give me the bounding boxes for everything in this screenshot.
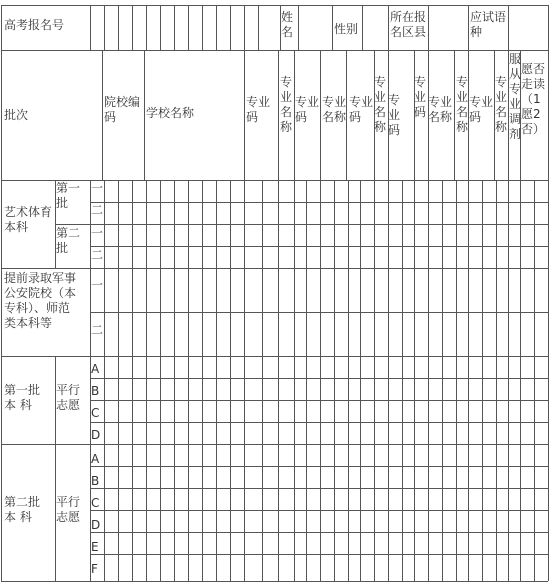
grid-line xyxy=(230,180,231,581)
batch-one-label: 第一批 本 科 xyxy=(4,383,41,412)
grid-line xyxy=(346,50,347,180)
grid-line xyxy=(90,554,548,555)
grid-line xyxy=(160,180,161,581)
parallel-choice-label: 平行 志愿 xyxy=(56,383,81,412)
major-name-header: 专 业 名 称 xyxy=(456,75,469,134)
major-name-header: 专 业 名 称 xyxy=(495,75,508,134)
grid-line xyxy=(146,180,147,581)
grid-line xyxy=(1,5,2,581)
grid-line xyxy=(230,5,231,50)
grid-line xyxy=(244,5,245,50)
grid-line xyxy=(118,5,119,50)
major-code-header: 专业 码 xyxy=(469,95,494,124)
grid-line xyxy=(144,50,145,180)
choice-letter: D xyxy=(91,518,101,532)
grid-line xyxy=(160,5,161,50)
accept-adjustment-header: 服 从 专 业 调 剂 xyxy=(509,52,522,141)
grid-line xyxy=(90,466,548,467)
choice-letter: A xyxy=(91,452,100,466)
grid-line xyxy=(104,5,105,50)
grid-line xyxy=(146,5,147,50)
grid-line xyxy=(132,5,133,50)
choice-letter: F xyxy=(91,562,98,576)
art-batch-one-label: 第一 批 xyxy=(56,181,81,210)
major-code-header: 专 业 码 xyxy=(414,75,427,119)
major-code-header: 专 业 码 xyxy=(388,93,401,137)
grid-line xyxy=(496,180,497,581)
major-name-header: 专业 名称 xyxy=(428,95,453,124)
grid-line xyxy=(468,180,469,581)
grid-line xyxy=(55,224,90,225)
school-code-header: 院校编 码 xyxy=(104,95,141,124)
choice-letter: A xyxy=(91,362,100,376)
major-name-header: 专 业 名 称 xyxy=(374,75,387,134)
grid-line xyxy=(1,581,548,582)
batch-two-label: 第二批 本 科 xyxy=(4,495,41,524)
choice-letter: B xyxy=(91,384,100,398)
grid-line xyxy=(1,180,548,181)
grid-line xyxy=(174,5,175,50)
grid-line xyxy=(258,5,259,50)
district-label: 所在报 名区县 xyxy=(390,10,427,39)
grid-line xyxy=(388,180,389,581)
name-label: 姓 名 xyxy=(281,10,294,39)
grid-line xyxy=(468,5,469,50)
choice-letter: B xyxy=(91,474,100,488)
grid-line xyxy=(520,180,521,581)
art-sport-label: 艺术体育 本科 xyxy=(4,205,53,234)
grid-line xyxy=(216,180,217,581)
grid-line xyxy=(320,50,321,180)
grid-line xyxy=(102,50,103,180)
grid-line xyxy=(362,5,363,50)
grid-line xyxy=(90,246,548,247)
major-code-header: 专业 码 xyxy=(295,95,320,124)
row-number: 一 xyxy=(91,278,104,292)
grid-line xyxy=(402,180,403,581)
grid-line xyxy=(320,180,321,581)
grid-line xyxy=(334,180,335,581)
exam-language-label: 应试语 种 xyxy=(470,10,507,39)
grid-line xyxy=(442,180,443,581)
grid-line xyxy=(202,180,203,581)
grid-line xyxy=(55,224,548,225)
grid-line xyxy=(332,5,333,50)
grid-line xyxy=(374,180,375,581)
grid-line xyxy=(414,180,415,581)
major-name-header: 专业 名称 xyxy=(322,95,347,124)
grid-line xyxy=(90,488,548,489)
choice-letter: E xyxy=(91,540,99,554)
grid-line xyxy=(132,180,133,581)
grid-line xyxy=(428,180,429,581)
grid-line xyxy=(456,180,457,581)
art-batch-two-label: 第二 批 xyxy=(56,226,81,255)
grid-line xyxy=(278,180,279,581)
grid-line xyxy=(90,510,548,511)
row-number: 一 xyxy=(91,181,104,195)
early-admission-label: 提前录取军事 公安院校（本 专科）、师范 类本科等 xyxy=(4,271,77,330)
row-number: 一 xyxy=(91,226,104,240)
grid-line xyxy=(278,50,279,180)
grid-line xyxy=(306,180,307,581)
grid-line xyxy=(1,444,548,445)
grid-line xyxy=(118,180,119,581)
grid-line xyxy=(508,180,509,581)
major-name-header: 专 业 名 称 xyxy=(280,75,293,134)
grid-line xyxy=(188,5,189,50)
grid-line xyxy=(90,422,548,423)
choice-letter: C xyxy=(91,496,100,510)
grid-line xyxy=(348,180,349,581)
grid-line xyxy=(1,356,548,357)
grid-line xyxy=(360,180,361,581)
grid-line xyxy=(90,5,91,50)
grid-line xyxy=(104,180,105,581)
grid-line xyxy=(174,180,175,581)
batch-header: 批次 xyxy=(4,108,29,122)
grid-line xyxy=(1,5,548,6)
grid-line xyxy=(508,5,509,50)
grid-line xyxy=(244,50,245,180)
grid-line xyxy=(294,180,295,581)
gender-label: 性别 xyxy=(334,22,359,36)
major-code-header: 专业 码 xyxy=(246,95,271,124)
commute-header: 愿否 走读 （1 愿2 否） xyxy=(521,62,546,136)
grid-line xyxy=(534,180,535,581)
grid-line xyxy=(90,378,548,379)
choice-letter: D xyxy=(91,428,101,442)
grid-line xyxy=(244,180,245,581)
grid-line xyxy=(90,400,548,401)
exam-number-label: 高考报名号 xyxy=(4,18,65,32)
grid-line xyxy=(548,5,549,581)
parallel-choice-label: 平行 志愿 xyxy=(56,495,81,524)
choice-letter: C xyxy=(91,406,100,420)
row-number: 二 xyxy=(91,203,104,217)
grid-line xyxy=(482,180,483,581)
grid-line xyxy=(1,268,548,269)
row-number: 二 xyxy=(91,323,104,337)
grid-line xyxy=(388,5,389,50)
grid-line xyxy=(90,202,548,203)
grid-line xyxy=(428,5,429,50)
grid-line xyxy=(90,312,548,313)
grid-line xyxy=(188,180,189,581)
grid-line xyxy=(454,50,455,180)
grid-line xyxy=(90,532,548,533)
grid-line xyxy=(262,180,263,581)
grid-line xyxy=(216,5,217,50)
row-number: 二 xyxy=(91,248,104,262)
grid-line xyxy=(202,5,203,50)
major-code-header: 专业 码 xyxy=(349,95,374,124)
grid-line xyxy=(1,50,548,51)
school-name-header: 学校名称 xyxy=(146,106,195,120)
grid-line xyxy=(298,5,299,50)
